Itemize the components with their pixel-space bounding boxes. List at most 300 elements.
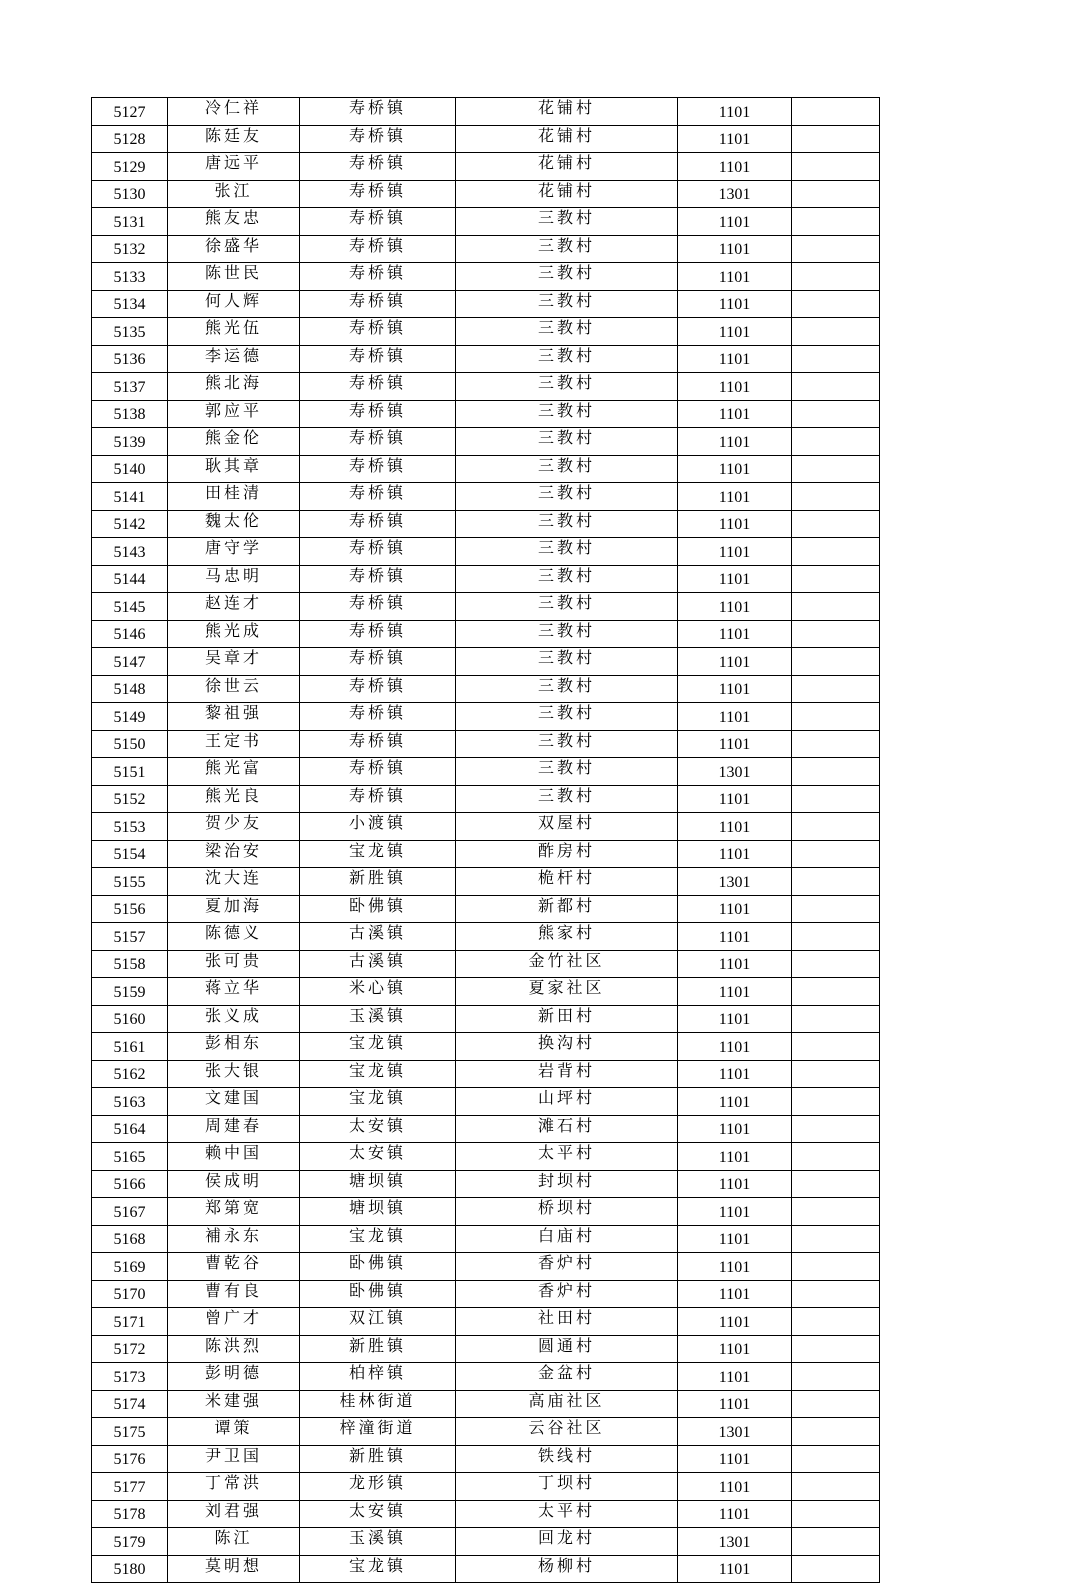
table-row [92,565,880,593]
serial-number-cell: 5128 [92,125,168,153]
table-row [92,1088,880,1116]
code-cell: 1101 [678,1390,792,1418]
village-cell: 夏家社区 [456,978,678,1006]
code-cell: 1101 [678,1170,792,1198]
remark-cell [792,895,880,923]
village-cell: 花铺村 [456,153,678,181]
town-cell: 寿桥镇 [300,538,456,566]
town-cell: 寿桥镇 [300,345,456,373]
serial-number-cell: 5180 [92,1555,168,1583]
code-cell: 1101 [678,950,792,978]
code-cell: 1101 [678,1198,792,1226]
serial-number-cell: 5163 [92,1088,168,1116]
town-cell: 太安镇 [300,1500,456,1528]
remark-cell [792,978,880,1006]
serial-number-cell: 5159 [92,978,168,1006]
name-cell: 陈江 [168,1528,300,1556]
town-cell: 寿桥镇 [300,125,456,153]
table-row [92,978,880,1006]
remark-cell [792,1170,880,1198]
town-cell: 新胜镇 [300,1335,456,1363]
serial-number-cell: 5129 [92,153,168,181]
village-cell: 三教村 [456,510,678,538]
town-cell: 寿桥镇 [300,648,456,676]
remark-cell [792,125,880,153]
serial-number-cell: 5144 [92,565,168,593]
town-cell: 小渡镇 [300,813,456,841]
table-row [92,675,880,703]
name-cell: 冷仁祥 [168,98,300,126]
town-cell: 桂林街道 [300,1390,456,1418]
serial-number-cell: 5156 [92,895,168,923]
town-cell: 太安镇 [300,1143,456,1171]
town-cell: 寿桥镇 [300,758,456,786]
name-cell: 陈世民 [168,263,300,291]
town-cell: 玉溪镇 [300,1528,456,1556]
code-cell: 1101 [678,978,792,1006]
code-cell: 1101 [678,620,792,648]
name-cell: 莫明想 [168,1555,300,1583]
serial-number-cell: 5172 [92,1335,168,1363]
serial-number-cell: 5164 [92,1115,168,1143]
serial-number-cell: 5137 [92,373,168,401]
town-cell: 宝龙镇 [300,1555,456,1583]
name-cell: 熊金伦 [168,428,300,456]
name-cell: 熊友忠 [168,208,300,236]
code-cell: 1101 [678,1280,792,1308]
village-cell: 三教村 [456,565,678,593]
name-cell: 刘君强 [168,1500,300,1528]
name-cell: 熊光成 [168,620,300,648]
code-cell: 1101 [678,1473,792,1501]
remark-cell [792,1115,880,1143]
village-cell: 山坪村 [456,1088,678,1116]
village-cell: 花铺村 [456,180,678,208]
remark-cell [792,428,880,456]
serial-number-cell: 5148 [92,675,168,703]
name-cell: 梁治安 [168,840,300,868]
town-cell: 寿桥镇 [300,593,456,621]
code-cell: 1101 [678,785,792,813]
name-cell: 曾广才 [168,1308,300,1336]
town-cell: 寿桥镇 [300,455,456,483]
code-cell: 1301 [678,758,792,786]
name-cell: 曹乾谷 [168,1253,300,1281]
code-cell: 1101 [678,98,792,126]
name-cell: 王定书 [168,730,300,758]
name-cell: 周建春 [168,1115,300,1143]
serial-number-cell: 5141 [92,483,168,511]
village-cell: 三教村 [456,785,678,813]
remark-cell [792,813,880,841]
remark-cell [792,1280,880,1308]
village-cell: 三教村 [456,373,678,401]
name-cell: 沈大连 [168,868,300,896]
table-row [92,620,880,648]
table-row [92,1033,880,1061]
table-row [92,373,880,401]
remark-cell [792,1198,880,1226]
code-cell: 1101 [678,730,792,758]
table-row [92,1445,880,1473]
serial-number-cell: 5158 [92,950,168,978]
remark-cell [792,290,880,318]
town-cell: 卧佛镇 [300,1280,456,1308]
village-cell: 三教村 [456,593,678,621]
remark-cell [792,1253,880,1281]
code-cell: 1101 [678,1088,792,1116]
table-row [92,1005,880,1033]
town-cell: 米心镇 [300,978,456,1006]
code-cell: 1101 [678,373,792,401]
remark-cell [792,675,880,703]
serial-number-cell: 5142 [92,510,168,538]
remark-cell [792,180,880,208]
serial-number-cell: 5160 [92,1005,168,1033]
village-cell: 社田村 [456,1308,678,1336]
serial-number-cell: 5162 [92,1060,168,1088]
code-cell: 1101 [678,1308,792,1336]
code-cell: 1101 [678,290,792,318]
table-row [92,758,880,786]
name-cell: 蒋立华 [168,978,300,1006]
code-cell: 1101 [678,923,792,951]
table-row [92,153,880,181]
serial-number-cell: 5166 [92,1170,168,1198]
serial-number-cell: 5139 [92,428,168,456]
table-row [92,1500,880,1528]
code-cell: 1101 [678,455,792,483]
remark-cell [792,703,880,731]
code-cell: 1101 [678,345,792,373]
code-cell: 1301 [678,868,792,896]
town-cell: 双江镇 [300,1308,456,1336]
village-cell: 三教村 [456,703,678,731]
remark-cell [792,400,880,428]
name-cell: 黎祖强 [168,703,300,731]
serial-number-cell: 5167 [92,1198,168,1226]
remark-cell [792,1143,880,1171]
code-cell: 1101 [678,1033,792,1061]
village-cell: 花铺村 [456,125,678,153]
table-row [92,1280,880,1308]
village-cell: 新田村 [456,1005,678,1033]
name-cell: 唐远平 [168,153,300,181]
table-row [92,318,880,346]
table-body [92,98,880,1583]
serial-number-cell: 5138 [92,400,168,428]
serial-number-cell: 5153 [92,813,168,841]
name-cell: 曹有良 [168,1280,300,1308]
remark-cell [792,1088,880,1116]
village-cell: 三教村 [456,263,678,291]
code-cell: 1101 [678,1555,792,1583]
town-cell: 寿桥镇 [300,785,456,813]
remark-cell [792,373,880,401]
serial-number-cell: 5145 [92,593,168,621]
remark-cell [792,620,880,648]
name-cell: 吴章才 [168,648,300,676]
remark-cell [792,1225,880,1253]
serial-number-cell: 5168 [92,1225,168,1253]
remark-cell [792,1060,880,1088]
table-row [92,428,880,456]
village-cell: 三教村 [456,318,678,346]
name-cell: 贺少友 [168,813,300,841]
name-cell: 陈德义 [168,923,300,951]
town-cell: 梓潼街道 [300,1418,456,1446]
serial-number-cell: 5173 [92,1363,168,1391]
village-cell: 三教村 [456,455,678,483]
remark-cell [792,1555,880,1583]
code-cell: 1101 [678,703,792,731]
code-cell: 1101 [678,125,792,153]
code-cell: 1101 [678,483,792,511]
name-cell: 赖中国 [168,1143,300,1171]
code-cell: 1101 [678,1060,792,1088]
name-cell: 徐世云 [168,675,300,703]
village-cell: 三教村 [456,675,678,703]
name-cell: 熊光伍 [168,318,300,346]
serial-number-cell: 5140 [92,455,168,483]
village-cell: 桅杆村 [456,868,678,896]
name-cell: 夏加海 [168,895,300,923]
village-cell: 岩背村 [456,1060,678,1088]
name-cell: 谭策 [168,1418,300,1446]
name-cell: 彭相东 [168,1033,300,1061]
name-cell: 赵连才 [168,593,300,621]
name-cell: 文建国 [168,1088,300,1116]
table-row [92,400,880,428]
serial-number-cell: 5161 [92,1033,168,1061]
town-cell: 寿桥镇 [300,565,456,593]
town-cell: 寿桥镇 [300,483,456,511]
village-cell: 三教村 [456,648,678,676]
remark-cell [792,208,880,236]
name-cell: 张大银 [168,1060,300,1088]
serial-number-cell: 5151 [92,758,168,786]
town-cell: 古溪镇 [300,923,456,951]
serial-number-cell: 5127 [92,98,168,126]
table-row [92,785,880,813]
code-cell: 1101 [678,263,792,291]
remark-cell [792,345,880,373]
remark-cell [792,648,880,676]
table-row [92,1308,880,1336]
town-cell: 寿桥镇 [300,263,456,291]
name-cell: 補永东 [168,1225,300,1253]
serial-number-cell: 5147 [92,648,168,676]
name-cell: 熊北海 [168,373,300,401]
remark-cell [792,1473,880,1501]
name-cell: 侯成明 [168,1170,300,1198]
town-cell: 新胜镇 [300,868,456,896]
village-cell: 回龙村 [456,1528,678,1556]
remark-cell [792,785,880,813]
village-cell: 三教村 [456,483,678,511]
name-cell: 熊光良 [168,785,300,813]
code-cell: 1101 [678,1335,792,1363]
remark-cell [792,1005,880,1033]
table-row [92,730,880,758]
code-cell: 1101 [678,208,792,236]
remark-cell [792,840,880,868]
village-cell: 换沟村 [456,1033,678,1061]
serial-number-cell: 5175 [92,1418,168,1446]
remark-cell [792,565,880,593]
town-cell: 塘坝镇 [300,1170,456,1198]
town-cell: 太安镇 [300,1115,456,1143]
name-cell: 张江 [168,180,300,208]
remark-cell [792,1390,880,1418]
code-cell: 1101 [678,1115,792,1143]
table-row [92,950,880,978]
village-cell: 三教村 [456,345,678,373]
data-table [91,97,880,1583]
code-cell: 1101 [678,813,792,841]
name-cell: 田桂清 [168,483,300,511]
remark-cell [792,593,880,621]
code-cell: 1101 [678,538,792,566]
village-cell: 香炉村 [456,1280,678,1308]
table-row [92,1335,880,1363]
table-row [92,1060,880,1088]
village-cell: 高庙社区 [456,1390,678,1418]
serial-number-cell: 5135 [92,318,168,346]
town-cell: 寿桥镇 [300,290,456,318]
table-row [92,813,880,841]
village-cell: 花铺村 [456,98,678,126]
town-cell: 寿桥镇 [300,675,456,703]
village-cell: 三教村 [456,235,678,263]
name-cell: 米建强 [168,1390,300,1418]
table-row [92,648,880,676]
village-cell: 圆通村 [456,1335,678,1363]
town-cell: 寿桥镇 [300,153,456,181]
code-cell: 1101 [678,1445,792,1473]
village-cell: 三教村 [456,758,678,786]
code-cell: 1101 [678,318,792,346]
town-cell: 卧佛镇 [300,895,456,923]
table-row [92,290,880,318]
table-row [92,235,880,263]
town-cell: 宝龙镇 [300,1033,456,1061]
serial-number-cell: 5149 [92,703,168,731]
town-cell: 玉溪镇 [300,1005,456,1033]
table-row [92,345,880,373]
village-cell: 杨柳村 [456,1555,678,1583]
table-row [92,1418,880,1446]
name-cell: 李运德 [168,345,300,373]
remark-cell [792,153,880,181]
serial-number-cell: 5143 [92,538,168,566]
name-cell: 丁常洪 [168,1473,300,1501]
code-cell: 1101 [678,1500,792,1528]
serial-number-cell: 5131 [92,208,168,236]
village-cell: 金竹社区 [456,950,678,978]
remark-cell [792,1445,880,1473]
serial-number-cell: 5134 [92,290,168,318]
town-cell: 寿桥镇 [300,98,456,126]
table-row [92,208,880,236]
remark-cell [792,483,880,511]
town-cell: 寿桥镇 [300,400,456,428]
remark-cell [792,1500,880,1528]
town-cell: 寿桥镇 [300,620,456,648]
code-cell: 1301 [678,1528,792,1556]
town-cell: 寿桥镇 [300,428,456,456]
table-row [92,1198,880,1226]
serial-number-cell: 5155 [92,868,168,896]
town-cell: 寿桥镇 [300,373,456,401]
remark-cell [792,235,880,263]
serial-number-cell: 5179 [92,1528,168,1556]
table-row [92,125,880,153]
table-row [92,180,880,208]
code-cell: 1101 [678,400,792,428]
table-row [92,1115,880,1143]
code-cell: 1101 [678,1005,792,1033]
village-cell: 双屋村 [456,813,678,841]
village-cell: 三教村 [456,538,678,566]
name-cell: 郭应平 [168,400,300,428]
table-row [92,1363,880,1391]
name-cell: 魏太伦 [168,510,300,538]
village-cell: 三教村 [456,290,678,318]
village-cell: 三教村 [456,208,678,236]
remark-cell [792,455,880,483]
town-cell: 新胜镇 [300,1445,456,1473]
code-cell: 1101 [678,1225,792,1253]
code-cell: 1101 [678,675,792,703]
serial-number-cell: 5165 [92,1143,168,1171]
code-cell: 1101 [678,1363,792,1391]
village-cell: 太平村 [456,1500,678,1528]
remark-cell [792,758,880,786]
village-cell: 新都村 [456,895,678,923]
name-cell: 郑第宽 [168,1198,300,1226]
code-cell: 1101 [678,593,792,621]
village-cell: 封坝村 [456,1170,678,1198]
table-row [92,1555,880,1583]
name-cell: 陈廷友 [168,125,300,153]
remark-cell [792,1528,880,1556]
town-cell: 寿桥镇 [300,703,456,731]
table-row [92,510,880,538]
serial-number-cell: 5132 [92,235,168,263]
village-cell: 太平村 [456,1143,678,1171]
village-cell: 三教村 [456,730,678,758]
name-cell: 张可贵 [168,950,300,978]
town-cell: 寿桥镇 [300,510,456,538]
table-row [92,895,880,923]
serial-number-cell: 5150 [92,730,168,758]
serial-number-cell: 5152 [92,785,168,813]
table-row [92,1473,880,1501]
table-row [92,868,880,896]
code-cell: 1101 [678,1253,792,1281]
table-row [92,840,880,868]
code-cell: 1101 [678,895,792,923]
remark-cell [792,263,880,291]
code-cell: 1101 [678,235,792,263]
town-cell: 塘坝镇 [300,1198,456,1226]
serial-number-cell: 5169 [92,1253,168,1281]
serial-number-cell: 5177 [92,1473,168,1501]
remark-cell [792,868,880,896]
table-row [92,1143,880,1171]
code-cell: 1101 [678,1143,792,1171]
